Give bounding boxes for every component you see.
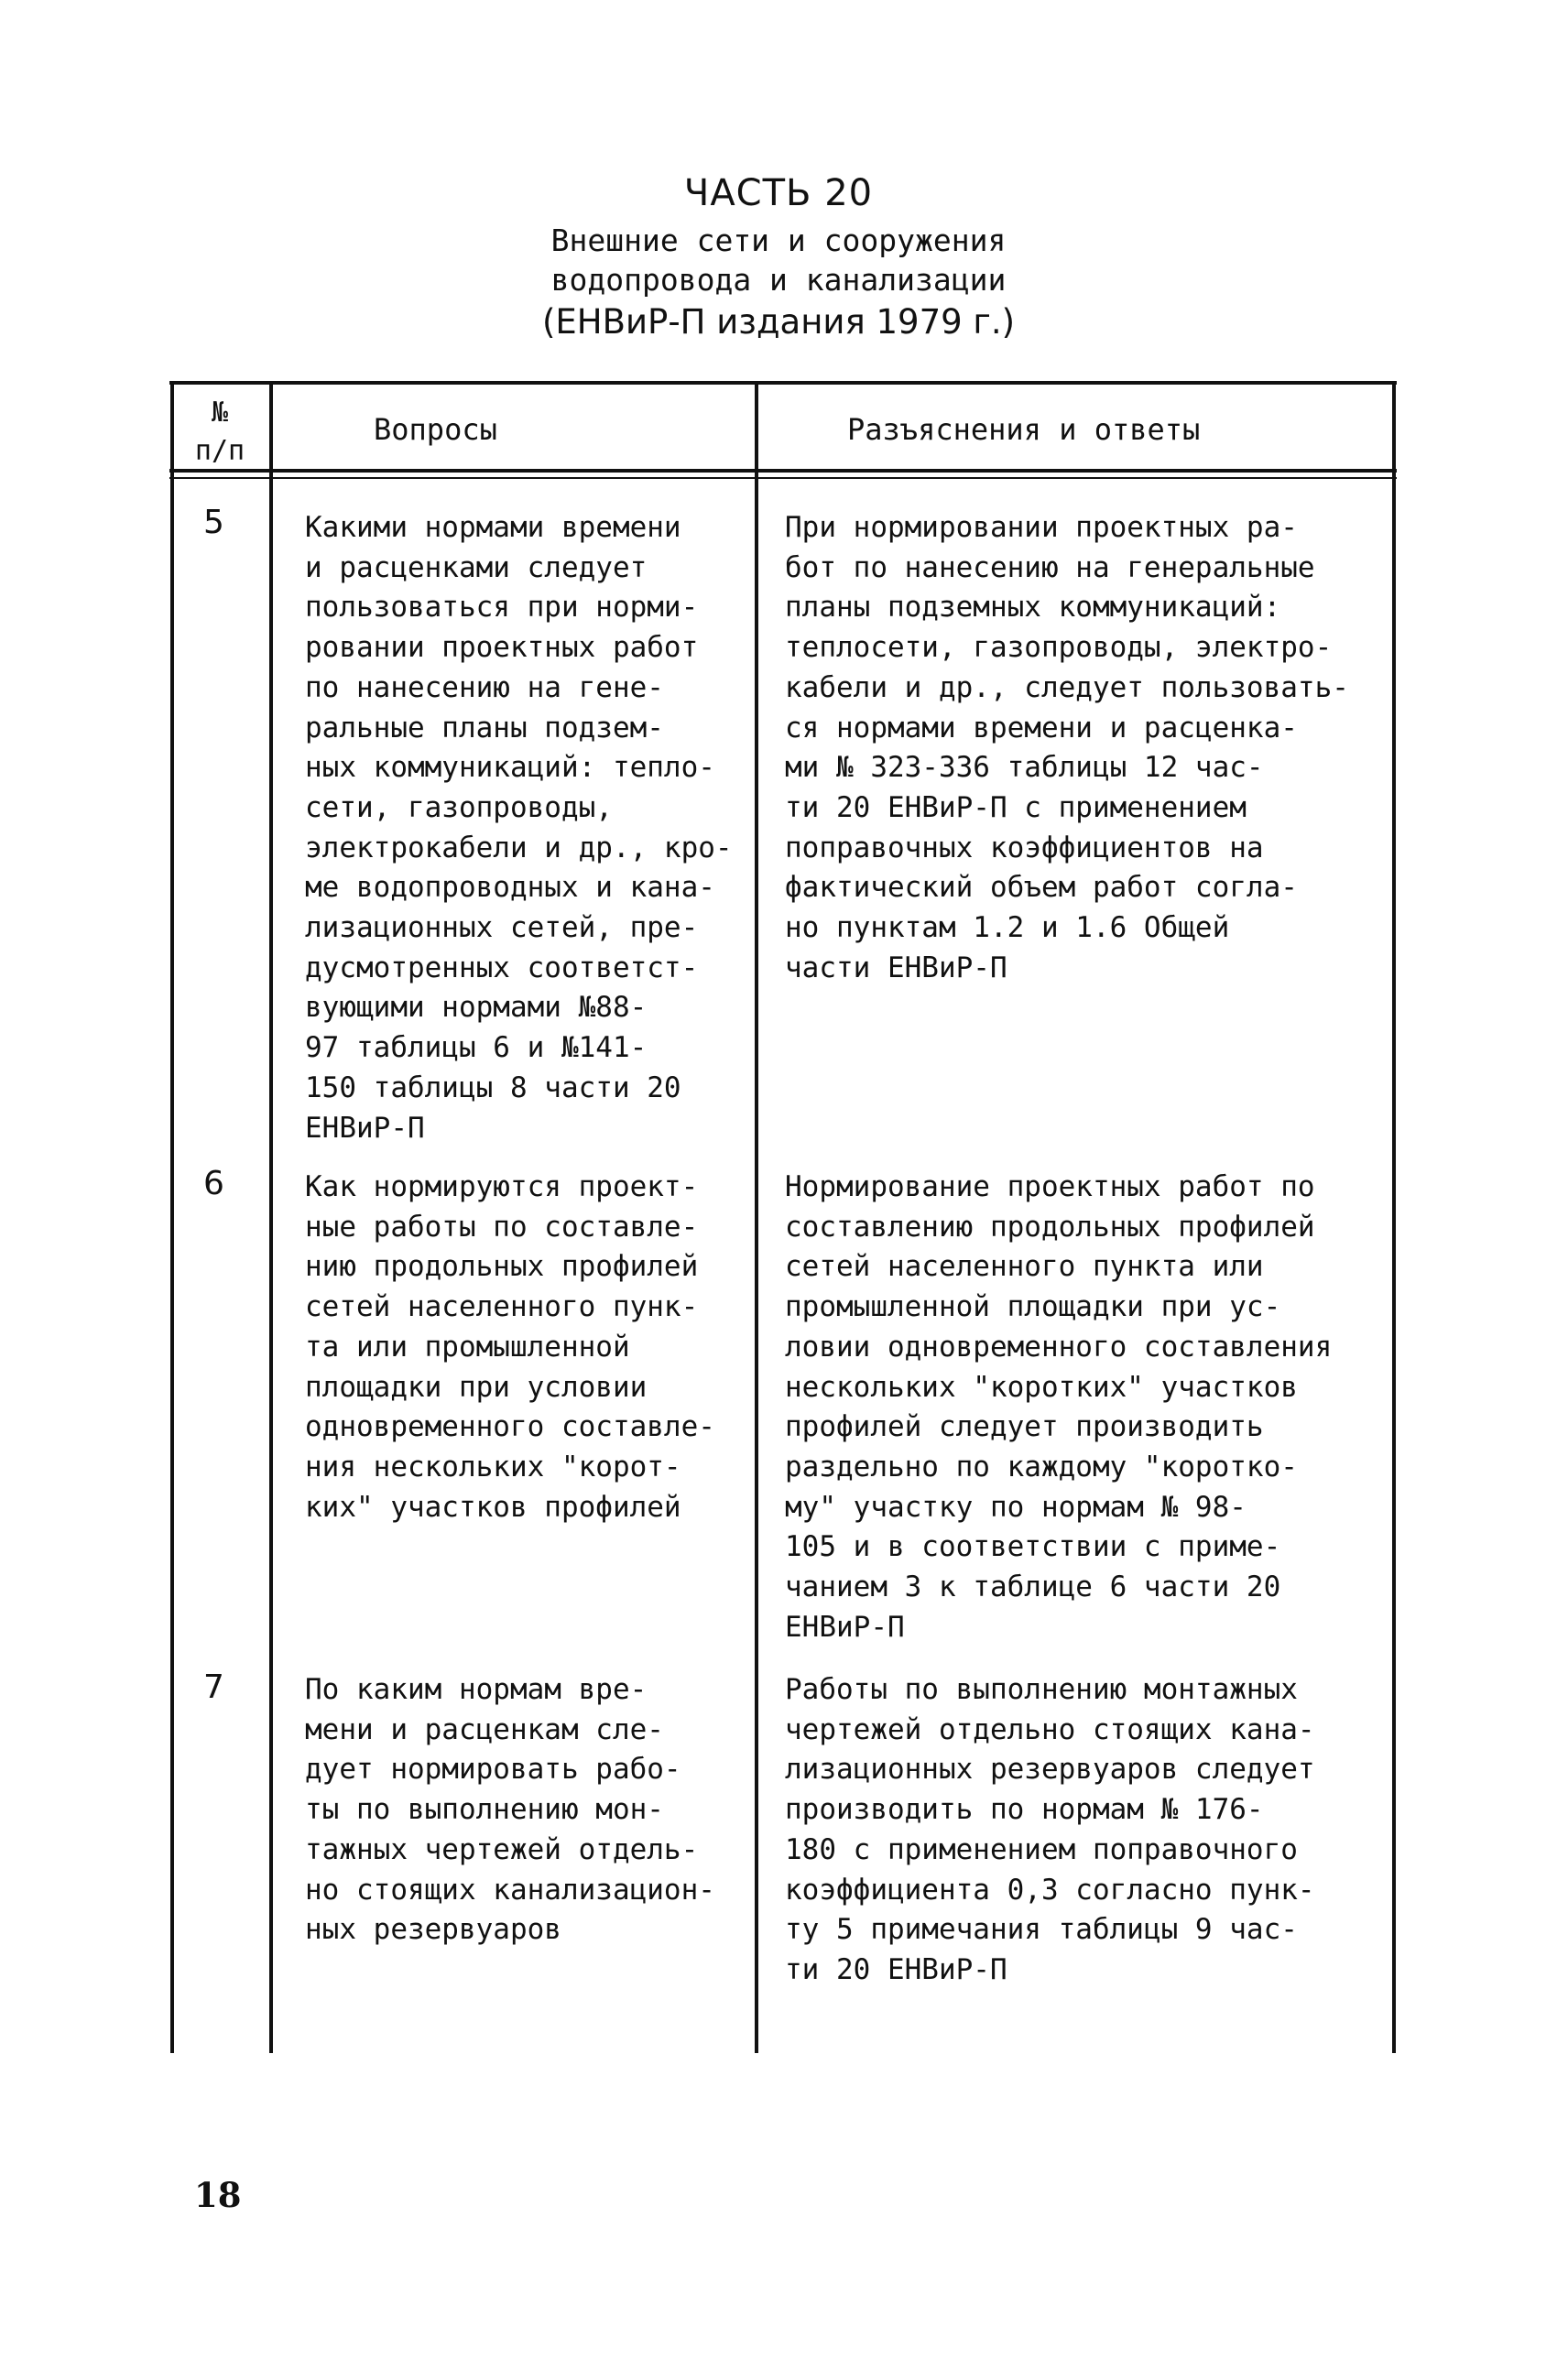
answer-line: планы подземных коммуникаций: <box>785 591 1281 625</box>
answer-line: чертежей отдельно стоящих кана- <box>785 1712 1315 1746</box>
answer-line: нескольких "коротких" участков <box>785 1370 1298 1404</box>
answer-line: Работы по выполнению монтажных <box>785 1673 1298 1706</box>
question-line: та или промышленной <box>305 1330 630 1364</box>
column-header-number <box>174 394 266 471</box>
question-line: Как нормируются проект- <box>305 1170 699 1203</box>
question-line: нию продольных профилей <box>305 1250 699 1284</box>
question-line: 97 таблицы 6 и №141- <box>305 1031 648 1065</box>
answer-line: 180 с применением поправочного <box>785 1832 1298 1866</box>
answer-line: фактический объем работ согла- <box>785 871 1298 905</box>
answer-line: составлению продольных профилей <box>785 1210 1315 1244</box>
table-right-border <box>1392 383 1396 2053</box>
table-header-border-second <box>169 477 1397 479</box>
question-line: электрокабели и др., кро- <box>305 831 733 864</box>
section-subtitle-line-2: водопровода и канализации <box>550 262 1007 298</box>
answer-line: промышленной площадки при ус- <box>785 1290 1281 1324</box>
answer-line: раздельно по каждому "коротко- <box>785 1450 1298 1483</box>
answer-line: ми № 323-336 таблицы 12 час- <box>785 751 1264 785</box>
part-title: ЧАСТЬ 20 <box>683 172 874 214</box>
page-number: 18 <box>194 2175 242 2215</box>
table-top-border <box>169 381 1397 385</box>
answer-line: чанием 3 к таблице 6 части 20 <box>785 1570 1281 1604</box>
question-line: сети, газопроводы, <box>305 790 613 824</box>
row-number: 6 <box>203 1165 224 1202</box>
answer-line: 105 и в соответствии с приме- <box>785 1530 1281 1564</box>
table-header-border <box>169 469 1397 473</box>
question-line: мени и расценкам сле- <box>305 1712 664 1746</box>
question-line: ЕНВиР-П <box>305 1111 425 1145</box>
answer-line: кабели и др., следует пользовать- <box>785 670 1349 704</box>
question-line: ных коммуникаций: тепло- <box>305 751 715 785</box>
answer-line: ЕНВиР-П <box>785 1610 905 1644</box>
answer-line: бот по нанесению на генеральные <box>785 550 1315 584</box>
answer-line: лизационных резервуаров следует <box>785 1753 1315 1787</box>
answer-line: ти 20 ЕНВиР-П <box>785 1952 1007 1986</box>
question-line: Какими нормами времени <box>305 511 681 544</box>
edition-note: (ЕНВиР-П издания 1979 г.) <box>541 302 1016 342</box>
answer-line: профилей следует производить <box>785 1410 1264 1444</box>
table-left-border <box>170 383 174 2053</box>
question-line: и расценками следует <box>305 550 648 584</box>
column-header-answers: Разъяснения и ответы <box>847 412 1201 447</box>
answer-line: части ЕНВиР-П <box>785 951 1007 984</box>
answer-cell <box>785 1168 1332 1647</box>
question-cell <box>305 508 733 1148</box>
answer-line: ти 20 ЕНВиР-П с применением <box>785 790 1247 824</box>
row-number: 7 <box>203 1668 224 1706</box>
row-number: 5 <box>203 504 224 541</box>
question-line: пользоваться при норми- <box>305 591 699 625</box>
question-line: ральные планы подзем- <box>305 711 664 744</box>
answer-cell <box>785 1670 1315 1991</box>
question-cell <box>305 1168 715 1527</box>
question-line: ных резервуаров <box>305 1913 561 1947</box>
question-line: но стоящих канализацион- <box>305 1873 715 1907</box>
answer-line: коэффициента 0,3 согласно пунк- <box>785 1873 1315 1907</box>
answer-line: ту 5 примечания таблицы 9 час- <box>785 1913 1298 1947</box>
answer-line: При нормировании проектных ра- <box>785 511 1298 544</box>
question-line: по нанесению на гене- <box>305 670 664 704</box>
question-line: 150 таблицы 8 части 20 <box>305 1070 681 1104</box>
answer-line: поправочных коэффициентов на <box>785 831 1264 864</box>
answer-line: производить по нормам № 176- <box>785 1793 1264 1827</box>
column-header-number-sign: № <box>211 397 229 429</box>
answer-line: сетей населенного пункта или <box>785 1250 1264 1284</box>
question-cell <box>305 1670 715 1951</box>
question-line: ме водопроводных и кана- <box>305 871 715 905</box>
question-line: ния нескольких "корот- <box>305 1450 681 1483</box>
answer-line: теплосети, газопроводы, электро- <box>785 631 1333 665</box>
question-line: ких" участков профилей <box>305 1490 681 1524</box>
column-header-questions: Вопросы <box>374 412 497 447</box>
question-line: одновременного составле- <box>305 1410 715 1444</box>
answer-line: Нормирование проектных работ по <box>785 1170 1315 1203</box>
question-line: ровании проектных работ <box>305 631 699 665</box>
section-subtitle-line-1: Внешние сети и сооружения <box>550 223 1007 258</box>
question-line: дусмотренных соответст- <box>305 951 699 984</box>
question-line: ты по выполнению мон- <box>305 1793 664 1827</box>
answer-line: му" участку по нормам № 98- <box>785 1490 1247 1524</box>
question-line: дует нормировать рабо- <box>305 1753 681 1787</box>
answer-line: ловии одновременного составления <box>785 1330 1333 1364</box>
question-line: ные работы по составле- <box>305 1210 699 1244</box>
answer-cell <box>785 508 1349 988</box>
column-divider-questions <box>755 383 758 2053</box>
column-divider-number <box>269 383 273 2053</box>
answer-line: но пунктам 1.2 и 1.6 Общей <box>785 911 1230 945</box>
question-line: тажных чертежей отдель- <box>305 1832 699 1866</box>
answer-line: ся нормами времени и расценка- <box>785 711 1298 744</box>
question-line: площадки при условии <box>305 1370 648 1404</box>
question-line: лизационных сетей, пре- <box>305 911 699 945</box>
question-line: вующими нормами №88- <box>305 991 648 1025</box>
question-line: По каким нормам вре- <box>305 1673 648 1706</box>
column-header-number-abbr: п/п <box>194 435 245 467</box>
question-line: сетей населенного пунк- <box>305 1290 699 1324</box>
